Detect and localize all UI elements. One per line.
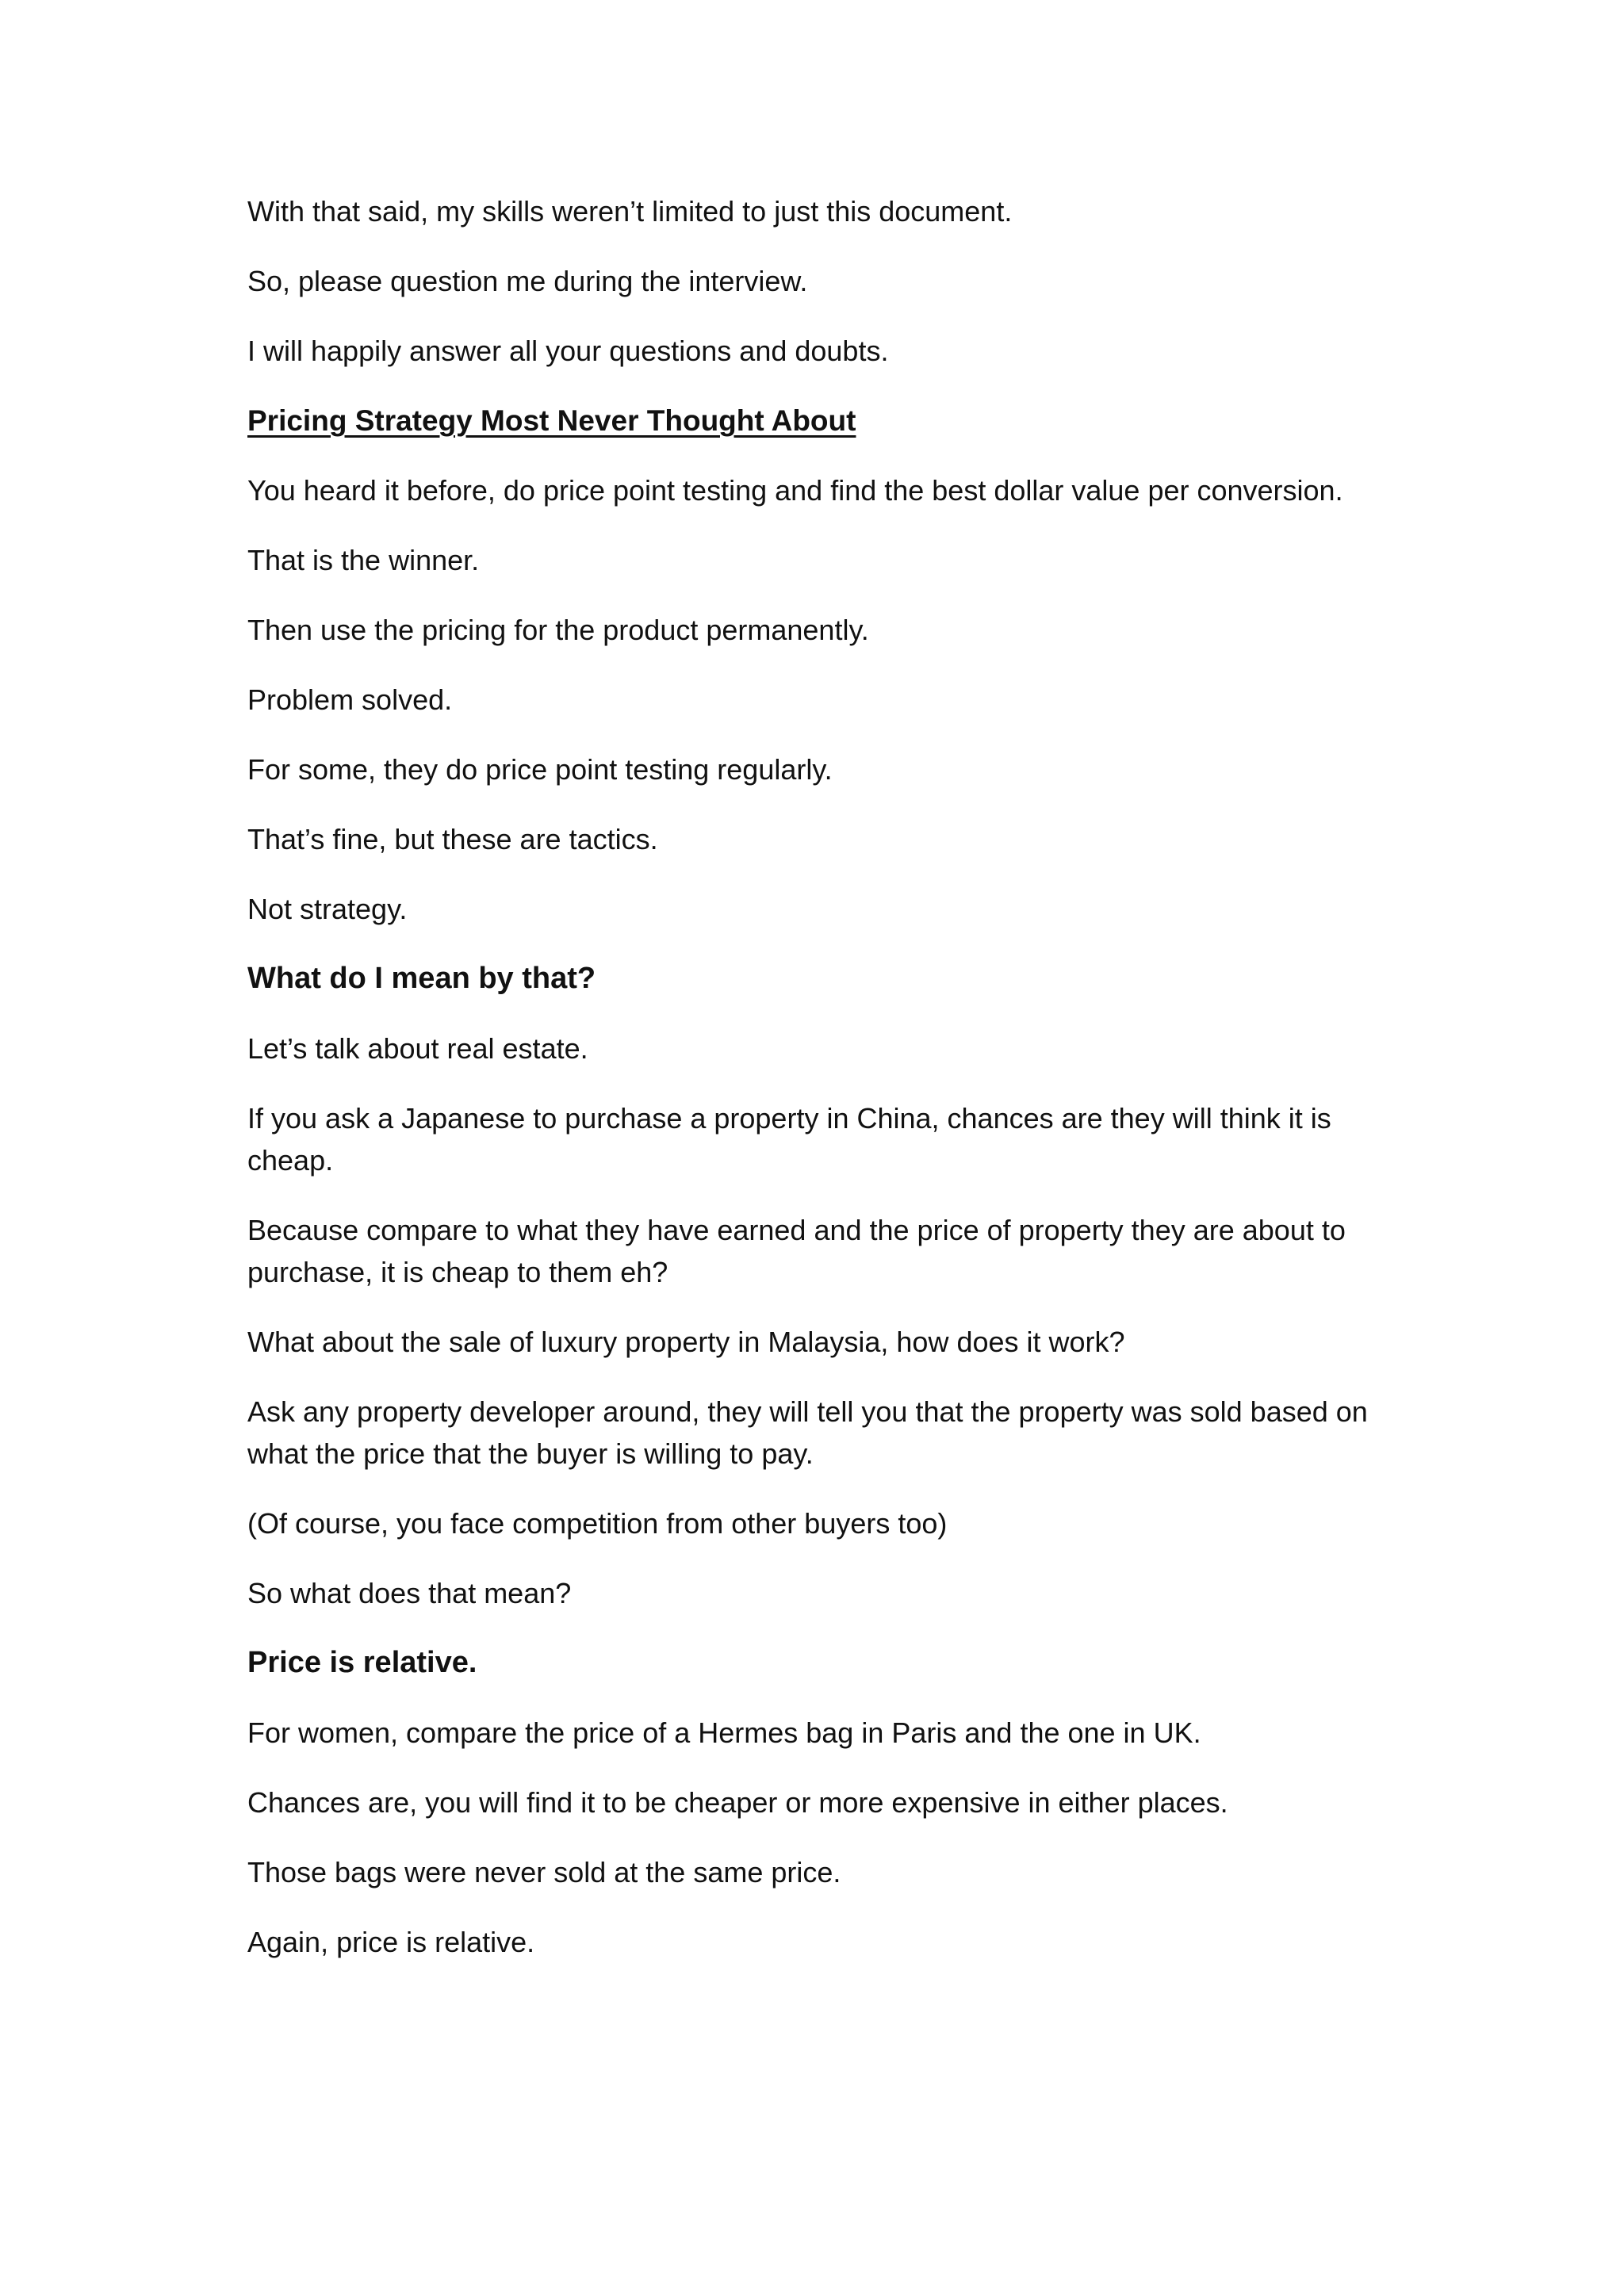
paragraph: So what does that mean?	[247, 1577, 572, 1609]
section-heading: Pricing Strategy Most Never Thought About	[247, 404, 856, 437]
paragraph: Let’s talk about real estate.	[247, 1032, 588, 1065]
paragraph: What about the sale of luxury property in Malaysia, how does it work?	[247, 1326, 1125, 1358]
paragraph: (Of course, you face competition from other buyers too)	[247, 1507, 948, 1540]
paragraph: Ask any property developer around, they will tell you that the property was sold based on what the price that the buyer is willing to pay.	[247, 1395, 1368, 1470]
paragraph: If you ask a Japanese to purchase a property in China, chances are they will think it is cheap.	[247, 1102, 1331, 1177]
paragraph: You heard it before, do price point testing and find the best dollar value per conversion.	[247, 474, 1343, 507]
subheading: What do I mean by that?	[247, 962, 596, 995]
document-body	[247, 190, 1389, 1991]
paragraph: Because compare to what they have earned and the price of property they are about to purchase, it is cheap to them eh?	[247, 1214, 1346, 1288]
paragraph: Again, price is relative.	[247, 1926, 535, 1958]
subheading: Price is relative.	[247, 1646, 477, 1679]
paragraph: For some, they do price point testing regularly.	[247, 753, 833, 786]
paragraph: That’s fine, but these are tactics.	[247, 823, 658, 855]
paragraph: For women, compare the price of a Hermes bag in Paris and the one in UK.	[247, 1716, 1201, 1749]
paragraph: So, please question me during the interview.	[247, 265, 808, 297]
paragraph: Those bags were never sold at the same price.	[247, 1856, 841, 1888]
paragraph: Chances are, you will find it to be cheaper or more expensive in either places.	[247, 1786, 1228, 1819]
paragraph: With that said, my skills weren’t limited to just this document.	[247, 195, 1013, 228]
paragraph: Problem solved.	[247, 683, 453, 716]
paragraph: Then use the pricing for the product permanently.	[247, 614, 869, 646]
paragraph: I will happily answer all your questions and doubts.	[247, 335, 889, 367]
paragraph: Not strategy.	[247, 893, 408, 925]
paragraph: That is the winner.	[247, 544, 480, 576]
